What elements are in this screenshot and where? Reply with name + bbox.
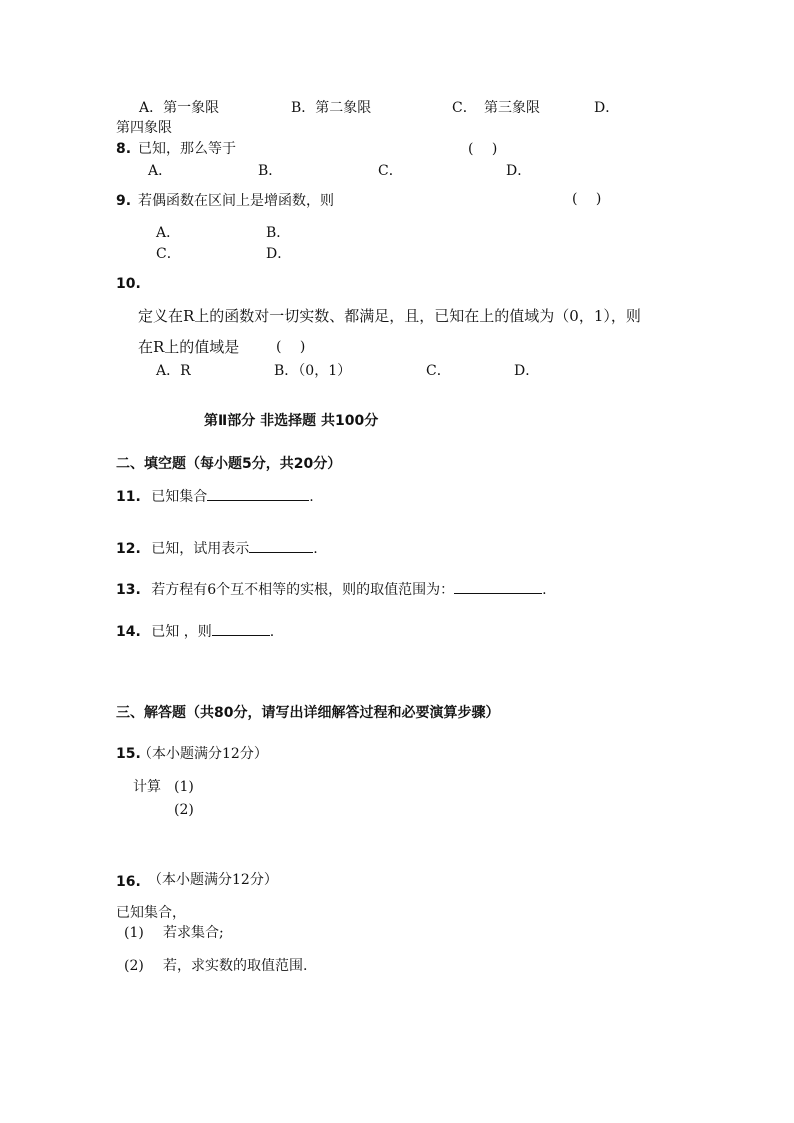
q14-number: 14. — [116, 624, 141, 640]
q14-end: . — [269, 624, 275, 640]
q12-blank[interactable] — [249, 538, 313, 553]
q16-sub2-num: (2) — [124, 958, 144, 974]
q11-end: . — [309, 489, 314, 505]
q10-answer-paren: ( ) — [276, 339, 306, 355]
q8-option-d: D． — [506, 163, 532, 179]
q15-part2: (2) — [174, 802, 194, 818]
q14 — [116, 621, 274, 641]
q9-option-d: D． — [266, 246, 292, 262]
q9-stem: 若偶函数在区间上是增函数，则 — [138, 193, 334, 209]
section3-heading: 三、解答题（共80分，请写出详细解答过程和必要演算步骤） — [116, 705, 500, 721]
q9-number: 9. — [116, 193, 132, 209]
q16-score: （本小题满分12分） — [148, 872, 278, 888]
q12-text: 已知，试用表示 — [151, 541, 250, 557]
q11 — [116, 486, 314, 506]
q12-end: . — [313, 541, 318, 557]
q9-option-a: A． — [156, 225, 181, 241]
q10-option-b: B．（0，1） — [274, 363, 352, 379]
q13-text: 若方程有6个互不相等的实根，则的取值范围为： — [151, 582, 455, 598]
part2-title: 第Ⅱ部分 非选择题 共100分 — [204, 413, 379, 429]
q11-text: 已知集合 — [151, 489, 208, 505]
q10-option-a: A．R — [156, 363, 191, 379]
q16-sub1: 若求集合; — [163, 925, 224, 941]
q9-answer-paren: ( ) — [572, 191, 602, 207]
q13-number: 13. — [116, 582, 141, 598]
q7-option-d: D． — [594, 100, 620, 116]
q7-option-c-text: 第三象限 — [484, 100, 540, 116]
q8-option-b: B． — [258, 163, 283, 179]
q10-stem-line2: 在R上的值域是 — [138, 338, 240, 356]
q10-option-d: D． — [514, 363, 540, 379]
q13-end: . — [542, 582, 547, 598]
q7-option-c-label: C． — [452, 100, 477, 116]
q13-blank[interactable] — [454, 579, 542, 594]
q16-sub1-num: (1) — [124, 925, 144, 941]
q10-stem-line1: 定义在R上的函数对一切实数、都满足，且，已知在上的值域为（0，1），则 — [138, 307, 641, 325]
q15-label: 计算 — [133, 779, 161, 795]
q8-answer-paren: ( ) — [468, 141, 498, 157]
q15-number: 15. — [116, 746, 141, 762]
q9-option-b: B． — [266, 225, 291, 241]
q11-blank[interactable] — [207, 486, 309, 501]
q9-option-c: C． — [156, 246, 181, 262]
q10-number: 10. — [116, 276, 141, 292]
q8-option-c: C． — [378, 163, 403, 179]
q15-score: （本小题满分12分） — [138, 746, 268, 762]
q15-part1: (1) — [174, 779, 194, 795]
q13 — [116, 579, 547, 599]
q12 — [116, 538, 318, 558]
q8-stem: 已知，那么等于 — [138, 141, 236, 157]
q16-sub2: 若，求实数的取值范围. — [163, 958, 308, 974]
q7-option-a: A．第一象限 — [139, 100, 220, 116]
q8-number: 8. — [116, 141, 132, 157]
section2-heading: 二、填空题（每小题5分，共20分） — [116, 456, 342, 472]
q16-number: 16. — [116, 874, 141, 890]
q11-number: 11. — [116, 489, 141, 505]
q7-option-b: B．第二象限 — [291, 100, 372, 116]
q8-option-a: A． — [148, 163, 173, 179]
q14-blank[interactable] — [212, 621, 270, 636]
q14-text: 已知 ，则 — [151, 624, 212, 640]
q16-stem: 已知集合， — [116, 905, 186, 921]
q10-option-c: C． — [426, 363, 451, 379]
q12-number: 12. — [116, 541, 141, 557]
q7-option-d-text: 第四象限 — [116, 120, 172, 136]
